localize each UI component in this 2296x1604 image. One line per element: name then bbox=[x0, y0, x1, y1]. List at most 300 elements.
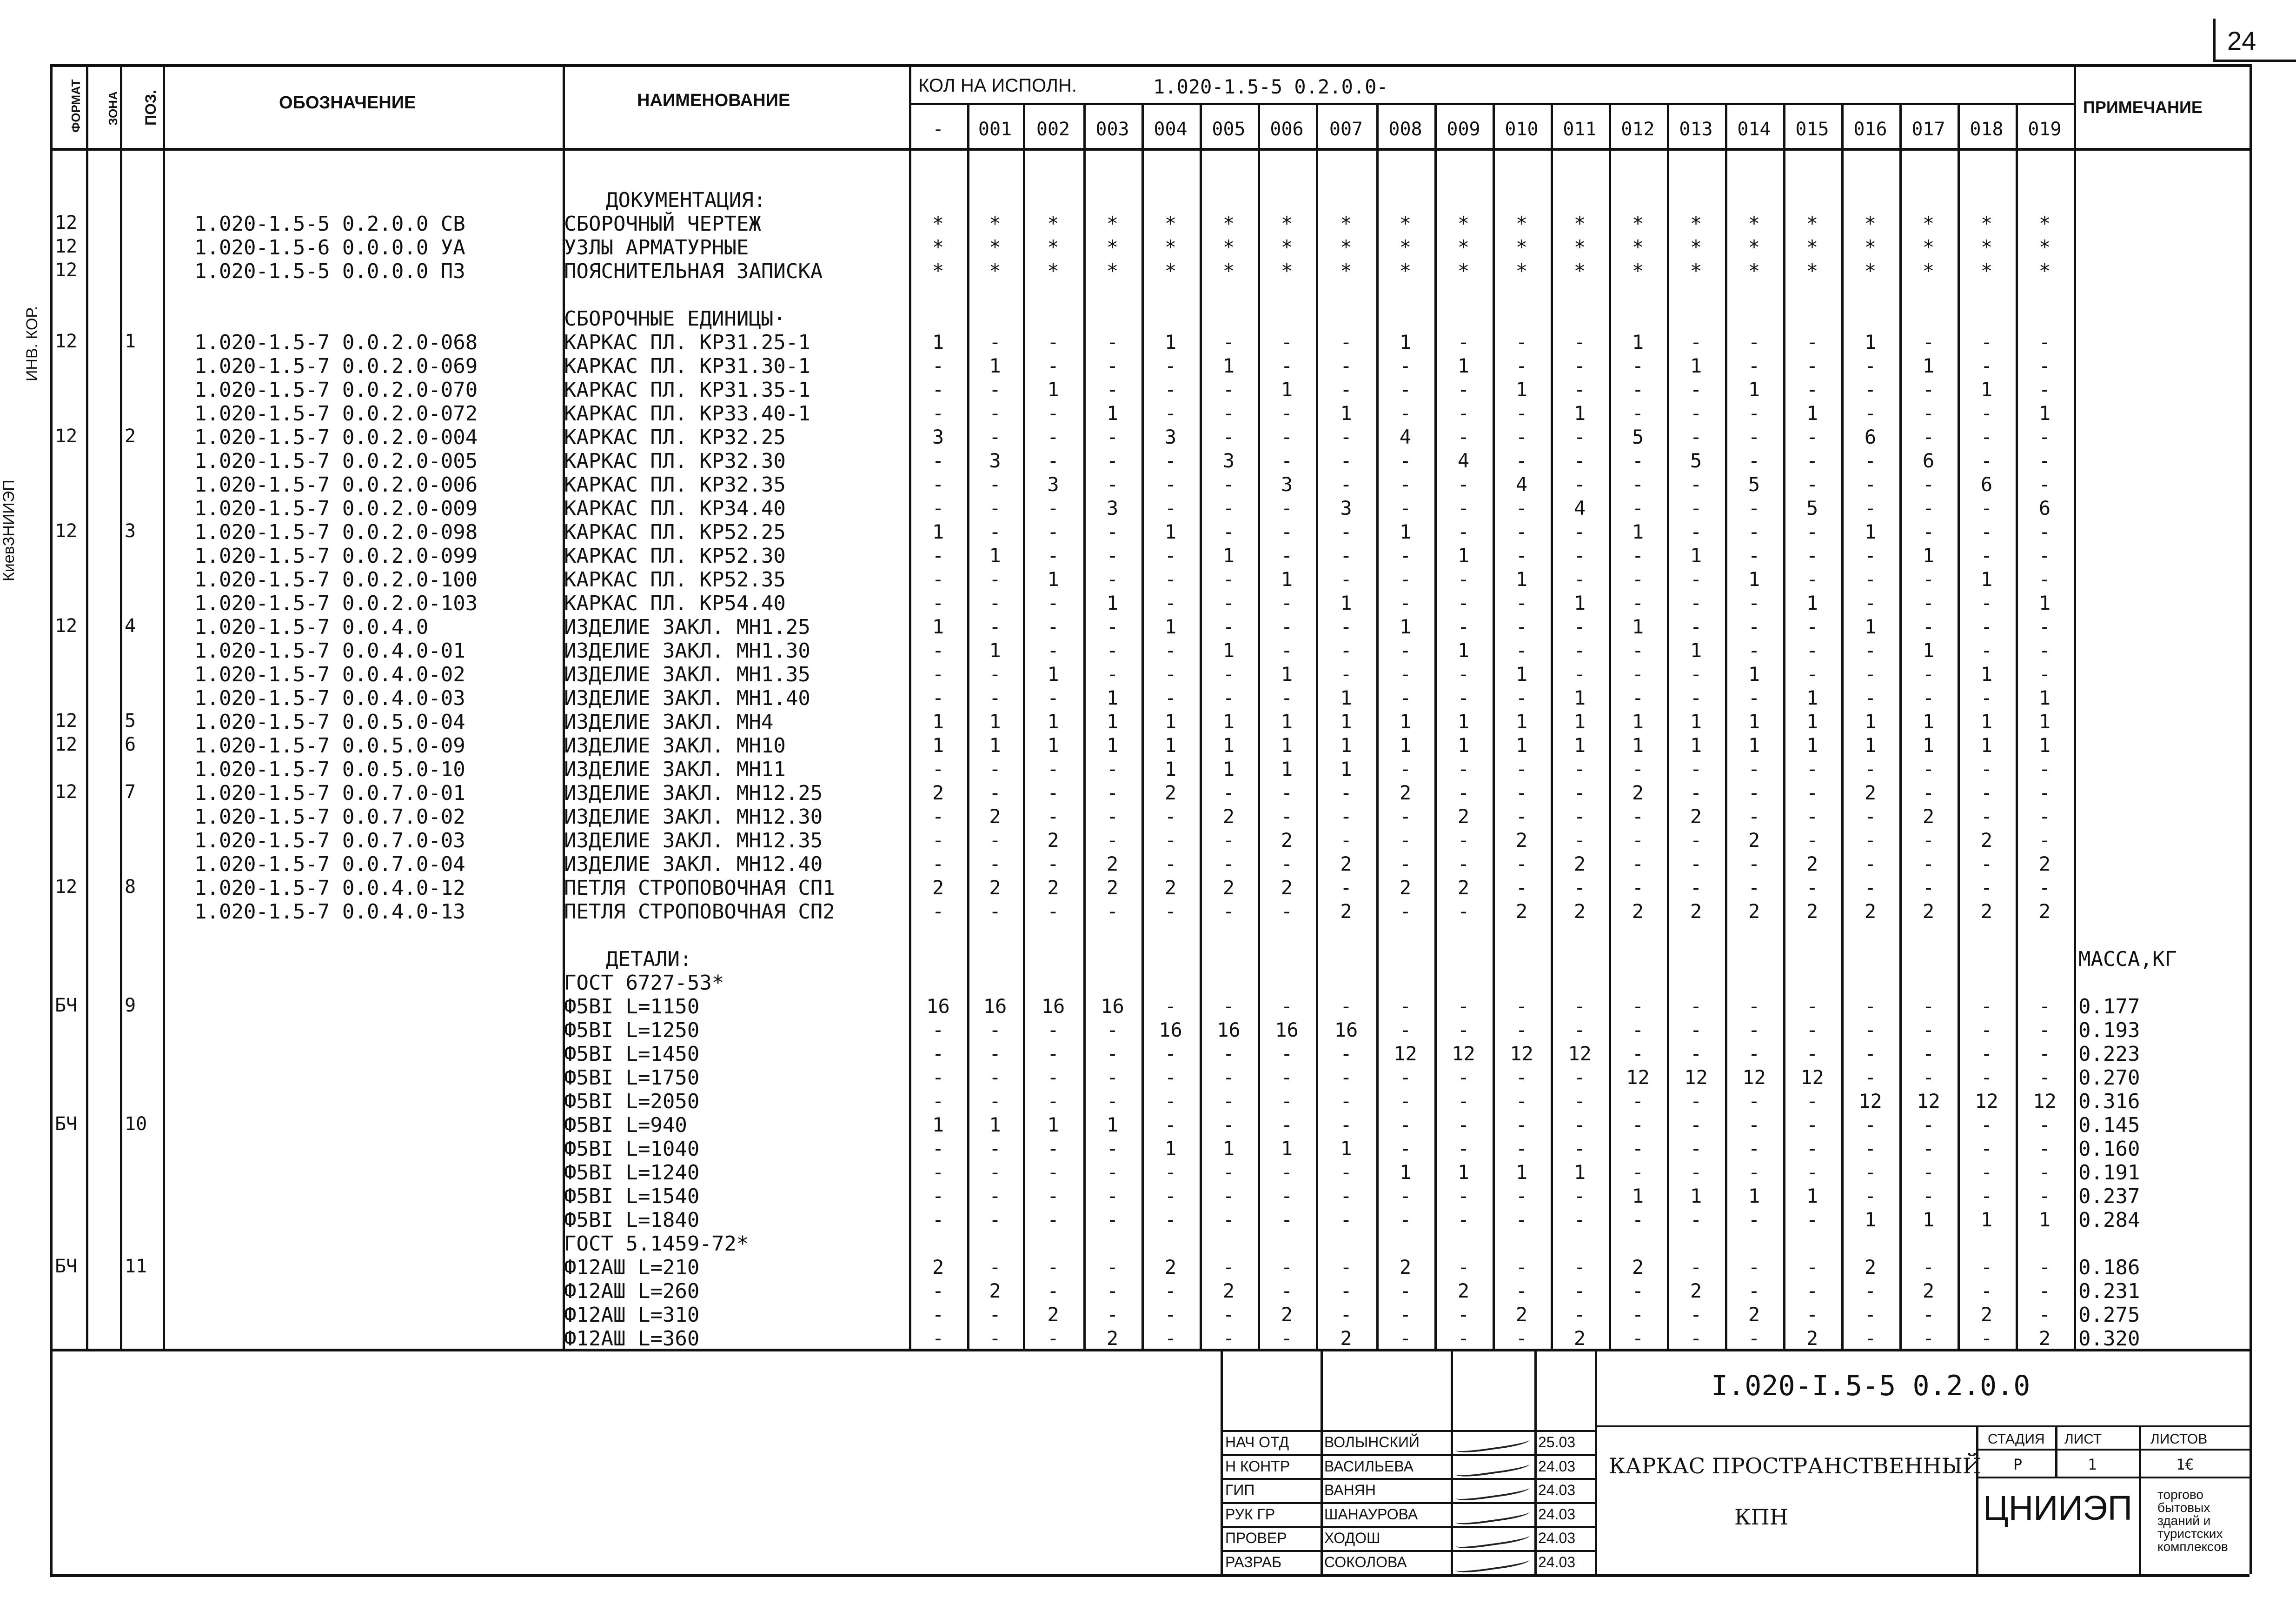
qty-cell: - bbox=[1340, 663, 1352, 686]
qty-cell: - bbox=[1922, 876, 1935, 899]
qty-cell: - bbox=[1573, 758, 1586, 780]
qty-cell: - bbox=[2038, 449, 2051, 472]
qty-cell: - bbox=[1690, 852, 1702, 875]
qty-cell: - bbox=[1047, 686, 1059, 709]
qty-cell: 2 bbox=[1748, 829, 1760, 852]
qty-cell: - bbox=[1399, 378, 1412, 401]
qty-cell: * bbox=[1864, 260, 1877, 282]
qty-cell: - bbox=[1399, 852, 1412, 875]
qty-cell: - bbox=[1047, 520, 1059, 543]
qty-cell: - bbox=[1922, 1018, 1935, 1041]
qty-cell: - bbox=[1864, 354, 1877, 377]
qty-cell: * bbox=[1806, 212, 1818, 235]
qty-cell: - bbox=[2038, 1066, 2051, 1089]
qty-cell: - bbox=[1573, 449, 1586, 472]
row-designation: 1.020-1.5-7 0.0.2.0-103 bbox=[194, 592, 478, 615]
qty-cell: 1 bbox=[1106, 686, 1119, 709]
qty-cell: 2 bbox=[1632, 1256, 1644, 1278]
signer-role: РАЗРАБ bbox=[1225, 1553, 1282, 1571]
qty-cell: - bbox=[1748, 876, 1760, 899]
qty-cell: * bbox=[1806, 260, 1818, 282]
qty-cell: - bbox=[1806, 1208, 1818, 1231]
qty-cell: 2 bbox=[1864, 1256, 1877, 1278]
qty-cell: - bbox=[1164, 1113, 1177, 1136]
qty-cell: 3 bbox=[1047, 473, 1059, 496]
qty-cell: * bbox=[1281, 212, 1293, 235]
sign-date: 24.03 bbox=[1538, 1505, 1576, 1523]
qty-cell: 1 bbox=[1690, 639, 1702, 662]
qty-cell: - bbox=[1806, 1113, 1818, 1136]
qty-cell: 1 bbox=[2038, 734, 2051, 757]
qty-cell: - bbox=[1164, 1279, 1177, 1302]
qty-cell: - bbox=[1047, 354, 1059, 377]
qty-cell: 1 bbox=[1748, 710, 1760, 733]
row-name: Ф5ВI L=1040 bbox=[564, 1137, 700, 1161]
qty-cell: - bbox=[932, 544, 944, 567]
qty-cell: - bbox=[1399, 663, 1412, 686]
qty-cell: - bbox=[1340, 615, 1352, 638]
qty-cell: - bbox=[1864, 592, 1877, 614]
column-divider bbox=[86, 64, 88, 1351]
qty-cell: - bbox=[1573, 639, 1586, 662]
qty-cell: - bbox=[1806, 473, 1818, 496]
qty-cell: 2 bbox=[1399, 876, 1412, 899]
qty-cell: - bbox=[1515, 426, 1528, 448]
qty-cell: - bbox=[1980, 1185, 1993, 1207]
qty-cell: - bbox=[932, 1303, 944, 1326]
qty-cell: - bbox=[1457, 663, 1470, 686]
qty-cell: 1 bbox=[1340, 758, 1352, 780]
row-name: КАРКАС ПЛ. КР32.25 bbox=[564, 426, 786, 449]
qty-cell: 1 bbox=[1864, 615, 1877, 638]
qty-cell: - bbox=[1632, 876, 1644, 899]
qty-cell: 2 bbox=[1047, 876, 1059, 899]
qty-cell: 1 bbox=[2038, 710, 2051, 733]
qty-cell: - bbox=[1573, 876, 1586, 899]
column-divider bbox=[2250, 64, 2252, 1351]
row-name: Ф5ВI L=1250 bbox=[564, 1018, 700, 1042]
qty-cell: - bbox=[1748, 1327, 1760, 1350]
qty-cell: - bbox=[1980, 402, 1993, 425]
qty-cell: - bbox=[1632, 1113, 1644, 1136]
qty-cell: * bbox=[1864, 236, 1877, 259]
qty-cell: - bbox=[1980, 331, 1993, 353]
qty-cell: 1 bbox=[1047, 378, 1059, 401]
qty-cell: 2 bbox=[1106, 1327, 1119, 1350]
qty-cell: 1 bbox=[1864, 331, 1877, 353]
qty-cell: - bbox=[1222, 1066, 1235, 1089]
qty-cell: 1 bbox=[1573, 686, 1586, 709]
qty-cell: 4 bbox=[1399, 426, 1412, 448]
qty-cell: 1 bbox=[1515, 663, 1528, 686]
row-position: 11 bbox=[125, 1256, 147, 1277]
qty-cell: 3 bbox=[1222, 449, 1235, 472]
qty-cell: - bbox=[932, 900, 944, 923]
qty-cell: 12 bbox=[2033, 1090, 2057, 1112]
qty-cell: - bbox=[1573, 995, 1586, 1018]
qty-cell: - bbox=[1864, 473, 1877, 496]
qty-cell: 2 bbox=[1864, 781, 1877, 804]
qty-cell: - bbox=[932, 378, 944, 401]
qty-cell: 2 bbox=[2038, 852, 2051, 875]
qty-cell: - bbox=[1164, 449, 1177, 472]
qty-cell: - bbox=[1106, 805, 1119, 828]
qty-cell: 1 bbox=[1806, 402, 1818, 425]
qty-cell: - bbox=[1864, 378, 1877, 401]
row-name: ИЗДЕЛИЕ ЗАКЛ. МН1.25 bbox=[564, 615, 810, 639]
exec-col-header: - bbox=[932, 119, 944, 140]
qty-cell: - bbox=[1047, 1090, 1059, 1112]
qty-cell: - bbox=[1632, 1279, 1644, 1302]
qty-cell: - bbox=[1573, 1208, 1586, 1231]
qty-cell: - bbox=[989, 592, 1001, 614]
side-stamp-secondary: ИНВ. КОР. bbox=[23, 306, 41, 381]
qty-cell: - bbox=[1806, 426, 1818, 448]
qty-cell: - bbox=[989, 520, 1001, 543]
exec-col-header: 006 bbox=[1270, 119, 1304, 140]
qty-cell: 5 bbox=[1632, 426, 1644, 448]
exec-col-header: 009 bbox=[1447, 119, 1480, 140]
qty-cell: - bbox=[1281, 1256, 1293, 1278]
qty-cell: - bbox=[989, 1161, 1001, 1184]
header-qty-title: КОЛ НА ИСПОЛН. bbox=[918, 75, 1077, 96]
qty-cell: 1 bbox=[1222, 734, 1235, 757]
qty-cell: - bbox=[1281, 995, 1293, 1018]
qty-cell: 1 bbox=[1922, 1208, 1935, 1231]
column-divider bbox=[120, 64, 122, 1351]
qty-cell: - bbox=[1690, 1090, 1702, 1112]
qty-cell: - bbox=[1399, 592, 1412, 614]
qty-cell: - bbox=[2038, 829, 2051, 852]
qty-cell: - bbox=[1106, 354, 1119, 377]
qty-cell: - bbox=[1515, 639, 1528, 662]
qty-cell: - bbox=[1047, 426, 1059, 448]
qty-cell: - bbox=[1047, 544, 1059, 567]
qty-cell: - bbox=[1399, 544, 1412, 567]
row-format: БЧ bbox=[55, 1256, 78, 1277]
qty-cell: * bbox=[1632, 260, 1644, 282]
row-designation: 1.020-1.5-7 0.0.7.0-01 bbox=[194, 781, 465, 805]
row-designation: 1.020-1.5-7 0.0.4.0-13 bbox=[194, 900, 465, 924]
qty-cell: - bbox=[1922, 426, 1935, 448]
qty-cell: * bbox=[1748, 212, 1760, 235]
row-position: 2 bbox=[125, 426, 136, 447]
row-note: 0.270 bbox=[2078, 1066, 2140, 1090]
drawing-subtitle: КПН bbox=[1734, 1504, 1788, 1530]
row-note: 0.160 bbox=[2078, 1137, 2140, 1161]
qty-cell: - bbox=[1457, 781, 1470, 804]
signer-name: ВОЛЫНСКИЙ bbox=[1324, 1434, 1420, 1451]
qty-cell: 2 bbox=[1340, 900, 1352, 923]
qty-cell: - bbox=[2038, 568, 2051, 591]
qty-cell: - bbox=[1106, 781, 1119, 804]
qty-cell: - bbox=[1748, 1279, 1760, 1302]
qty-cell: * bbox=[989, 236, 1001, 259]
qty-cell: - bbox=[1222, 663, 1235, 686]
qty-cell: * bbox=[1748, 236, 1760, 259]
qty-cell: - bbox=[1980, 592, 1993, 614]
qty-cell: - bbox=[1047, 1185, 1059, 1207]
qty-cell: - bbox=[1980, 1161, 1993, 1184]
qty-cell: - bbox=[1222, 402, 1235, 425]
qty-cell: - bbox=[1864, 852, 1877, 875]
qty-cell: - bbox=[1573, 1113, 1586, 1136]
row-name: Ф12АШ L=310 bbox=[564, 1303, 700, 1327]
qty-cell: - bbox=[1164, 378, 1177, 401]
row-name: Ф5ВI L=1840 bbox=[564, 1208, 700, 1232]
qty-cell: - bbox=[1457, 473, 1470, 496]
signer-name: СОКОЛОВА bbox=[1324, 1553, 1407, 1571]
qty-cell: - bbox=[989, 1137, 1001, 1160]
qty-cell: - bbox=[1922, 829, 1935, 852]
qty-cell: - bbox=[1748, 1018, 1760, 1041]
qty-cell: - bbox=[2038, 544, 2051, 567]
qty-cell: - bbox=[1748, 1113, 1760, 1136]
qty-cell: - bbox=[1748, 1042, 1760, 1065]
qty-cell: - bbox=[1457, 1303, 1470, 1326]
column-divider bbox=[2074, 64, 2076, 1351]
signature bbox=[1455, 1433, 1530, 1455]
qty-cell: - bbox=[2038, 1113, 2051, 1136]
qty-cell: * bbox=[2038, 260, 2051, 282]
qty-cell: - bbox=[1515, 592, 1528, 614]
qty-cell: - bbox=[1222, 568, 1235, 591]
qty-cell: 1 bbox=[1864, 520, 1877, 543]
qty-cell: 2 bbox=[1573, 852, 1586, 875]
qty-cell: - bbox=[1632, 852, 1644, 875]
qty-cell: 2 bbox=[1748, 900, 1760, 923]
qty-cell: * bbox=[1980, 236, 1993, 259]
qty-cell: - bbox=[1573, 663, 1586, 686]
qty-cell: - bbox=[2038, 1185, 2051, 1207]
qty-cell: 1 bbox=[1690, 734, 1702, 757]
qty-cell: 1 bbox=[1457, 710, 1470, 733]
row-name: ПЕТЛЯ СТРОПОВОЧНАЯ СП2 bbox=[564, 900, 835, 924]
qty-cell: * bbox=[1573, 212, 1586, 235]
header-note: ПРИМЕЧАНИЕ bbox=[2083, 98, 2203, 117]
qty-cell: - bbox=[1748, 592, 1760, 614]
qty-cell: - bbox=[1047, 758, 1059, 780]
qty-cell: 1 bbox=[1281, 378, 1293, 401]
qty-cell: - bbox=[1222, 1303, 1235, 1326]
qty-cell: 4 bbox=[1515, 473, 1528, 496]
qty-cell: - bbox=[1632, 544, 1644, 567]
qty-cell: - bbox=[1864, 663, 1877, 686]
qty-cell: - bbox=[932, 449, 944, 472]
qty-cell: - bbox=[1281, 900, 1293, 923]
row-name: ИЗДЕЛИЕ ЗАКЛ. МН12.40 bbox=[564, 852, 823, 876]
qty-cell: - bbox=[1515, 1327, 1528, 1350]
qty-cell: - bbox=[1222, 1256, 1235, 1278]
qty-cell: * bbox=[1457, 260, 1470, 282]
qty-cell: * bbox=[2038, 212, 2051, 235]
qty-cell: - bbox=[1222, 520, 1235, 543]
qty-cell: - bbox=[1748, 402, 1760, 425]
qty-cell: - bbox=[1340, 544, 1352, 567]
qty-cell: - bbox=[1922, 592, 1935, 614]
qty-cell: 1 bbox=[1806, 686, 1818, 709]
qty-cell: - bbox=[932, 1018, 944, 1041]
qty-cell: - bbox=[932, 1137, 944, 1160]
qty-cell: - bbox=[1457, 615, 1470, 638]
qty-cell: 2 bbox=[1047, 829, 1059, 852]
qty-cell: - bbox=[1690, 426, 1702, 448]
qty-cell: - bbox=[1047, 1018, 1059, 1041]
qty-cell: - bbox=[932, 1042, 944, 1065]
qty-cell: - bbox=[1806, 1137, 1818, 1160]
qty-cell: - bbox=[1106, 331, 1119, 353]
exec-col-header: 019 bbox=[2028, 119, 2062, 140]
header-format: ФОРМАТ bbox=[69, 79, 83, 133]
qty-cell: 2 bbox=[1980, 900, 1993, 923]
qty-cell: - bbox=[1340, 473, 1352, 496]
row-format: 12 bbox=[55, 781, 78, 803]
qty-cell: 1 bbox=[1573, 734, 1586, 757]
qty-cell: - bbox=[1864, 449, 1877, 472]
qty-cell: 1 bbox=[1748, 568, 1760, 591]
qty-cell: 12 bbox=[1975, 1090, 1998, 1112]
row-name: Ф5ВI L=2050 bbox=[564, 1090, 700, 1113]
row-name: КАРКАС ПЛ. КР52.35 bbox=[564, 568, 786, 592]
qty-cell: - bbox=[1573, 615, 1586, 638]
qty-cell: - bbox=[1748, 1090, 1760, 1112]
qty-cell: - bbox=[1340, 1208, 1352, 1231]
row-designation: 1.020-1.5-7 0.0.2.0-098 bbox=[194, 520, 478, 544]
row-name: СБОРОЧНЫЕ ЕДИНИЦЫ· bbox=[564, 307, 786, 331]
qty-cell: - bbox=[1632, 758, 1644, 780]
qty-cell: - bbox=[2038, 1279, 2051, 1302]
drawing-title: КАРКАС ПРОСТРАНСТВЕННЫЙ bbox=[1609, 1453, 1982, 1478]
qty-cell: - bbox=[1164, 1161, 1177, 1184]
qty-cell: 1 bbox=[1164, 758, 1177, 780]
qty-cell: * bbox=[1164, 212, 1177, 235]
qty-cell: - bbox=[1632, 1303, 1644, 1326]
qty-cell: - bbox=[932, 1327, 944, 1350]
qty-cell: - bbox=[1340, 829, 1352, 852]
qty-cell: - bbox=[1457, 900, 1470, 923]
qty-cell: 1 bbox=[1399, 520, 1412, 543]
qty-cell: - bbox=[1399, 1137, 1412, 1160]
qty-cell: * bbox=[1457, 236, 1470, 259]
qty-cell: - bbox=[1980, 1327, 1993, 1350]
exec-col-header: 002 bbox=[1036, 119, 1070, 140]
qty-cell: * bbox=[1515, 260, 1528, 282]
qty-cell: - bbox=[1106, 663, 1119, 686]
qty-cell: 1 bbox=[1222, 1137, 1235, 1160]
qty-cell: - bbox=[1457, 758, 1470, 780]
qty-cell: - bbox=[1864, 995, 1877, 1018]
qty-cell: 1 bbox=[1573, 402, 1586, 425]
qty-cell: - bbox=[1922, 1327, 1935, 1350]
row-name: Ф12АШ L=210 bbox=[564, 1256, 700, 1279]
row-name: ИЗДЕЛИЕ ЗАКЛ. МН10 bbox=[564, 734, 786, 758]
qty-cell: - bbox=[1748, 1137, 1760, 1160]
qty-cell: - bbox=[1632, 449, 1644, 472]
qty-cell: 12 bbox=[1800, 1066, 1824, 1089]
qty-cell: - bbox=[1222, 331, 1235, 353]
qty-cell: 1 bbox=[1515, 710, 1528, 733]
qty-cell: - bbox=[1922, 1185, 1935, 1207]
qty-cell: - bbox=[1690, 520, 1702, 543]
qty-cell: - bbox=[1047, 1279, 1059, 1302]
sheet-value: 1 bbox=[2088, 1456, 2097, 1473]
sign-date: 24.03 bbox=[1538, 1553, 1576, 1571]
qty-cell: - bbox=[1573, 1090, 1586, 1112]
qty-cell: - bbox=[1922, 402, 1935, 425]
row-format: 12 bbox=[55, 520, 78, 542]
qty-cell: 1 bbox=[1222, 758, 1235, 780]
qty-cell: 1 bbox=[1340, 402, 1352, 425]
qty-cell: - bbox=[1515, 781, 1528, 804]
qty-cell: - bbox=[1690, 568, 1702, 591]
qty-cell: - bbox=[1457, 568, 1470, 591]
qty-cell: - bbox=[1806, 615, 1818, 638]
qty-cell: - bbox=[1106, 639, 1119, 662]
qty-cell: - bbox=[1281, 686, 1293, 709]
qty-cell: - bbox=[1515, 1113, 1528, 1136]
qty-cell: - bbox=[1515, 805, 1528, 828]
qty-cell: - bbox=[932, 829, 944, 852]
people-row-line bbox=[1221, 1502, 1595, 1504]
qty-cell: - bbox=[932, 852, 944, 875]
qty-cell: - bbox=[1748, 520, 1760, 543]
qty-cell: 1 bbox=[1632, 734, 1644, 757]
qty-cell: - bbox=[989, 1256, 1001, 1278]
qty-cell: - bbox=[1340, 1042, 1352, 1065]
qty-cell: - bbox=[1515, 544, 1528, 567]
qty-cell: 12 bbox=[1568, 1042, 1592, 1065]
qty-cell: * bbox=[1922, 236, 1935, 259]
qty-cell: - bbox=[1047, 402, 1059, 425]
qty-cell: - bbox=[1399, 1208, 1412, 1231]
qty-cell: 4 bbox=[1457, 449, 1470, 472]
qty-cell: 1 bbox=[1164, 520, 1177, 543]
qty-cell: - bbox=[1340, 1090, 1352, 1112]
qty-cell: * bbox=[1573, 260, 1586, 282]
qty-cell: 1 bbox=[1164, 1137, 1177, 1160]
qty-cell: 2 bbox=[1980, 829, 1993, 852]
qty-cell: - bbox=[1222, 829, 1235, 852]
qty-cell: * bbox=[1806, 236, 1818, 259]
row-designation: 1.020-1.5-7 0.0.2.0-009 bbox=[194, 497, 478, 520]
qty-cell: - bbox=[1281, 1113, 1293, 1136]
qty-cell: - bbox=[1515, 686, 1528, 709]
row-name: СБОРОЧНЫЙ ЧЕРТЕЖ bbox=[564, 212, 761, 236]
qty-cell: - bbox=[1632, 354, 1644, 377]
qty-cell: - bbox=[1864, 1185, 1877, 1207]
qty-cell: - bbox=[1922, 331, 1935, 353]
qty-cell: 2 bbox=[1864, 900, 1877, 923]
qty-cell: 12 bbox=[1452, 1042, 1475, 1065]
qty-cell: - bbox=[989, 686, 1001, 709]
qty-cell: - bbox=[1047, 852, 1059, 875]
qty-cell: 2 bbox=[1573, 900, 1586, 923]
qty-cell: - bbox=[1573, 1137, 1586, 1160]
qty-cell: - bbox=[2038, 331, 2051, 353]
row-name: Ф12АШ L=260 bbox=[564, 1279, 700, 1303]
row-designation: 1.020-1.5-7 0.0.2.0-070 bbox=[194, 378, 478, 402]
qty-cell: - bbox=[2038, 1303, 2051, 1326]
qty-cell: - bbox=[2038, 876, 2051, 899]
sheet-label: ЛИСТ bbox=[2064, 1431, 2102, 1447]
qty-cell: 6 bbox=[1980, 473, 1993, 496]
qty-cell: - bbox=[2038, 473, 2051, 496]
qty-cell: - bbox=[1690, 402, 1702, 425]
qty-cell: - bbox=[1047, 900, 1059, 923]
qty-cell: - bbox=[1922, 1303, 1935, 1326]
qty-cell: - bbox=[1164, 1208, 1177, 1231]
qty-cell: - bbox=[1222, 497, 1235, 519]
